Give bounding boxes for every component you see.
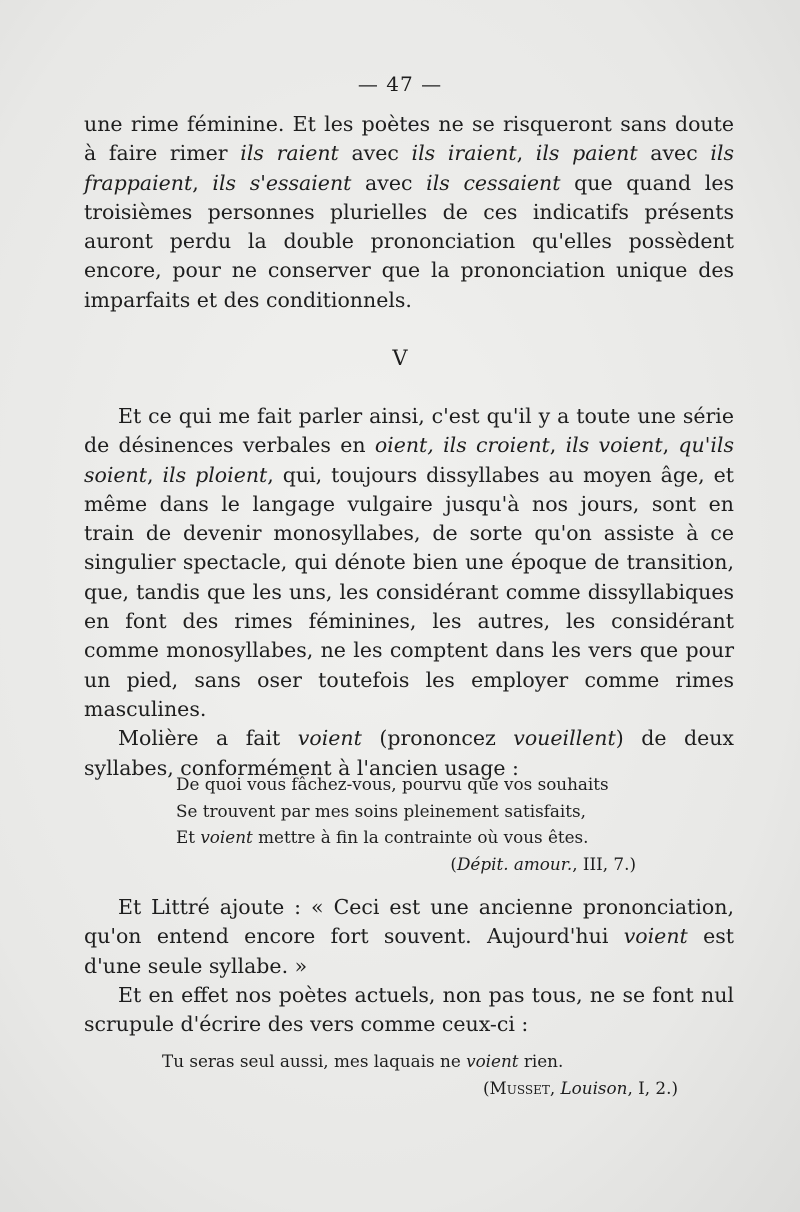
- text-run: (prononcez: [361, 726, 514, 751]
- text-run: ,: [549, 433, 566, 458]
- italic-run: ils iraient: [411, 141, 517, 166]
- italic-run: ils frappaient: [84, 141, 734, 195]
- text-run: , I, 2.): [627, 1077, 678, 1098]
- text-run: Et ce qui me fait parler ainsi, c'est qu'il y a toute une série de désinences verbales en: [84, 404, 734, 458]
- text-run: ) de deux syllabes, conformément à l'ancien usage :: [84, 726, 734, 780]
- text-run: Tu seras seul aussi, mes laquais ne: [162, 1051, 467, 1071]
- paragraph-rimes: [84, 110, 734, 315]
- text-run: Et Littré ajoute : « Ceci est une ancienne prononciation, qu'on entend encore fort souvent. Aujourd'hui: [84, 895, 734, 949]
- text-run: , III, 7.): [572, 853, 636, 874]
- italic-run: ils paient: [535, 141, 638, 166]
- text-run: (: [482, 1077, 490, 1098]
- verse-quote-moliere: [176, 771, 636, 877]
- text-run: Musset: [489, 1077, 550, 1098]
- verse-source: [176, 851, 636, 878]
- text-run: (: [450, 853, 457, 874]
- paragraph-desinences: [84, 402, 734, 724]
- text-run: que quand les troisièmes personnes plurielles de ces indicatifs présents auront perdu la double prononciation qu'elles possèdent encore, pour ne conserver que la prononciation unique des imparfaits et des conditionnels.: [84, 170, 734, 312]
- verse-line: [162, 1048, 682, 1075]
- italic-run: Louison: [560, 1077, 628, 1098]
- verse-quote-musset: [162, 1048, 682, 1101]
- verse-line: [176, 771, 636, 798]
- italic-run: voient: [200, 827, 253, 847]
- text-run: une rime féminine. Et les poètes ne se risqueront sans doute à faire rimer: [84, 112, 734, 166]
- italic-run: Dépit. amour.: [456, 853, 573, 874]
- text-run: ,: [516, 141, 536, 166]
- text-run: mettre à fin la contrainte où vous êtes.: [252, 827, 589, 847]
- text-run: ,: [662, 433, 679, 458]
- text-run: Se trouvent par mes soins pleinement satisfaits,: [176, 800, 586, 821]
- italic-run: voueillent: [513, 726, 616, 751]
- text-run: Et en effet nos poètes actuels, non pas tous, ne se font nul scrupule d'écrire des vers comme ceux-ci :: [84, 982, 734, 1037]
- text-run: ,: [192, 170, 213, 195]
- italic-run: ils cessaient: [426, 170, 561, 195]
- verse-line: [176, 798, 636, 825]
- text-block-2: [84, 402, 734, 783]
- section-heading: V: [392, 346, 408, 370]
- italic-run: ils ploient: [162, 462, 268, 487]
- text-run: rien.: [518, 1051, 564, 1071]
- italic-run: ils raient: [240, 141, 339, 166]
- italic-run: ils voient: [565, 433, 663, 458]
- italic-run: qu'ils soient: [84, 433, 734, 487]
- text-run: avec: [637, 141, 711, 166]
- page-number: — 47 —: [357, 72, 443, 96]
- text-block-1: [84, 110, 734, 315]
- italic-run: ils s'essaient: [212, 170, 352, 195]
- text-run: avec: [351, 170, 427, 195]
- paragraph-poetes: [84, 981, 734, 1040]
- text-run: est d'une seule syllabe. »: [84, 924, 734, 978]
- italic-run: voient: [297, 726, 362, 751]
- text-run: Et: [176, 827, 201, 847]
- text-run: ,: [147, 462, 163, 487]
- text-block-3: [84, 893, 734, 1039]
- text-run: Molière a fait: [118, 726, 298, 751]
- text-run: ,: [549, 1077, 561, 1098]
- italic-run: voient: [623, 924, 688, 949]
- italic-run: voient: [466, 1051, 519, 1071]
- italic-run: oient, ils croient: [374, 433, 550, 458]
- text-run: avec: [338, 141, 412, 166]
- text-run: De quoi vous fâchez-vous, pourvu que vos souhaits: [176, 774, 609, 794]
- verse-line: [176, 824, 636, 851]
- paragraph-littre: [84, 893, 734, 981]
- text-run: , qui, toujours dissyllabes au moyen âge, et même dans le langage vulgaire jusqu'à nos jours, sont en train de devenir monosyllabes, de sorte qu'on assiste à ce singulier spectacle, qui dénote bien une époque de transition, que, tandis que les uns, les considérant comme dissyllabiques en font des rimes féminines, les autres, les considérant comme monosyllabes, ne les comptent dans les vers que pour un pied, sans oser toutefois les employer comme rimes masculines.: [84, 462, 734, 721]
- verse-source: [162, 1075, 682, 1102]
